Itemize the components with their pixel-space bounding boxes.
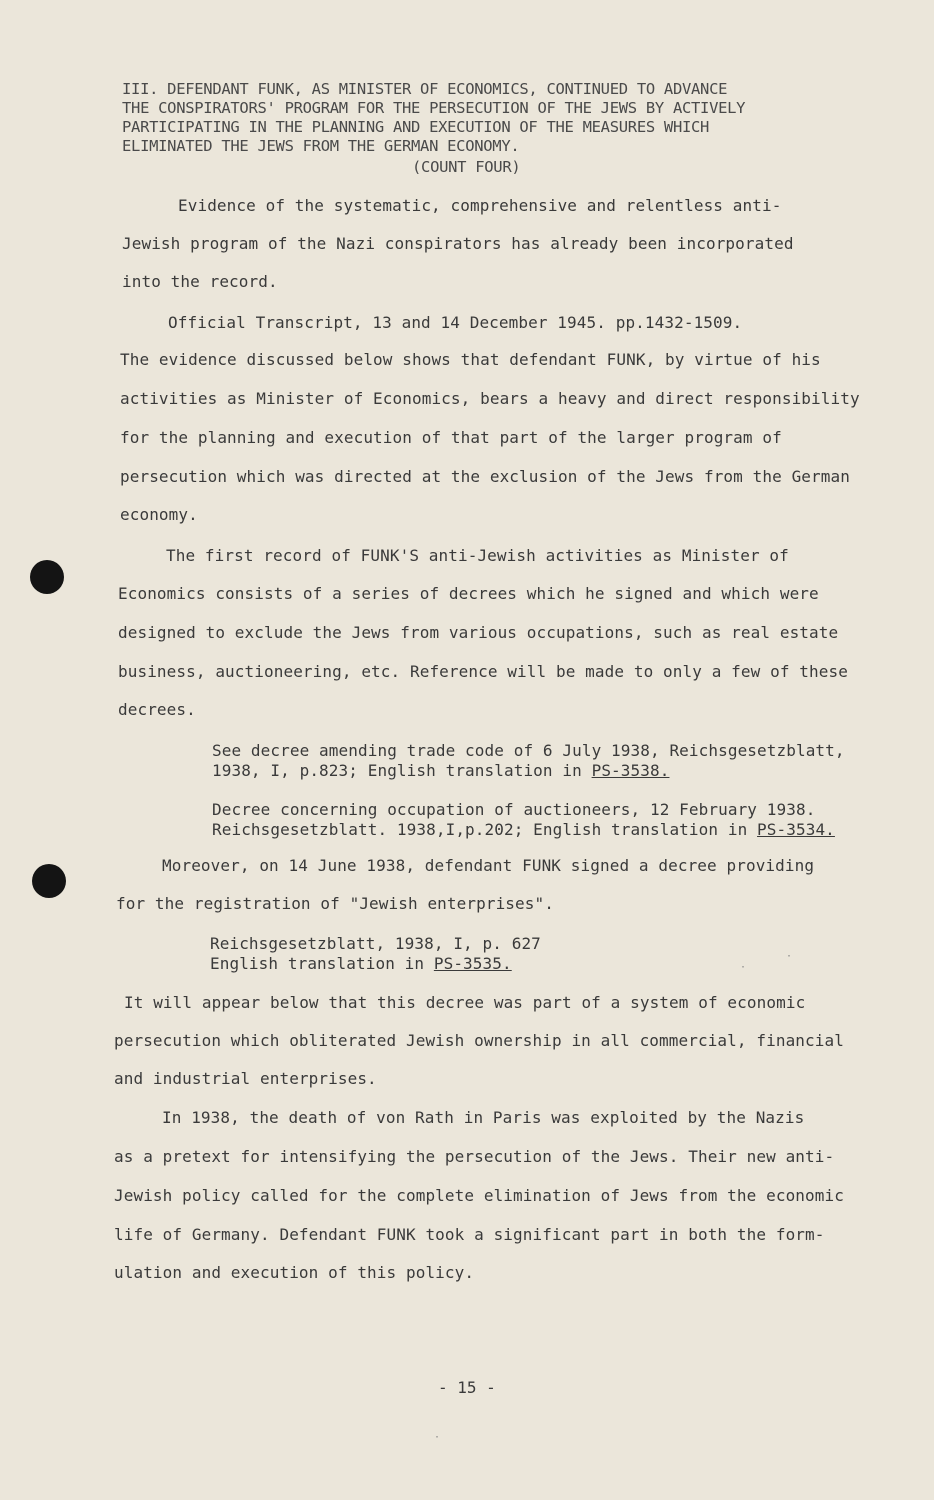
heading-line: THE CONSPIRATORS' PROGRAM FOR THE PERSECUTION OF THE JEWS BY ACTIVELY (122, 99, 746, 117)
paragraph-line: It will appear below that this decree was part of a system of economic (124, 993, 806, 1012)
punch-hole (30, 560, 64, 594)
paragraph-line: persecution which was directed at the exclusion of the Jews from the German (120, 467, 850, 486)
paragraph-line: persecution which obliterated Jewish ownership in all commercial, financial (114, 1031, 844, 1050)
citation-text: Reichsgesetzblatt. 1938,I,p.202; English translation in (212, 820, 758, 839)
paragraph-line: economy. (120, 505, 198, 524)
citation-line: Reichsgesetzblatt, 1938, I, p. 627 (210, 934, 541, 953)
citation (212, 800, 835, 840)
paragraph-line: and industrial enterprises. (114, 1069, 377, 1088)
page-number: - 15 - (438, 1378, 496, 1397)
speck: · (740, 962, 747, 973)
paragraph-line: Jewish program of the Nazi conspirators has already been incorporated (122, 234, 794, 253)
heading-line: PARTICIPATING IN THE PLANNING AND EXECUTION OF THE MEASURES WHICH (122, 118, 710, 136)
paragraph-line: business, auctioneering, etc. Reference will be made to only a few of these (118, 662, 848, 681)
paragraph-line: Evidence of the systematic, comprehensive and relentless anti- (178, 196, 782, 215)
paragraph-line: decrees. (118, 700, 196, 719)
citation-line: See decree amending trade code of 6 July 1938, Reichsgesetzblatt, (212, 741, 845, 760)
paragraph-line: life of Germany. Defendant FUNK took a significant part in both the form- (114, 1225, 825, 1244)
speck: · (434, 1432, 441, 1443)
citation-line: Decree concerning occupation of auctioneers, 12 February 1938. (212, 800, 816, 819)
paragraph-line: as a pretext for intensifying the persecution of the Jews. Their new anti- (114, 1147, 835, 1166)
section-heading (122, 80, 822, 156)
document-reference: PS-3534. (757, 820, 835, 839)
paragraph-line: for the planning and execution of that part of the larger program of (120, 428, 782, 447)
paragraph-line: In 1938, the death of von Rath in Paris was exploited by the Nazis (162, 1108, 805, 1127)
citation (210, 934, 541, 974)
paragraph-line: designed to exclude the Jews from various occupations, such as real estate (118, 623, 839, 642)
paragraph-line: The evidence discussed below shows that defendant FUNK, by virtue of his (120, 350, 821, 369)
citation-line (212, 761, 845, 781)
count-label: (COUNT FOUR) (412, 158, 521, 176)
citation (212, 741, 845, 781)
citation-text: English translation in (210, 954, 434, 973)
paragraph-line: activities as Minister of Economics, bears a heavy and direct responsibility (120, 389, 860, 408)
paragraph-line: Jewish policy called for the complete elimination of Jews from the economic (114, 1186, 844, 1205)
paragraph-line: Official Transcript, 13 and 14 December 1945. pp.1432-1509. (168, 313, 743, 332)
heading-line: III. DEFENDANT FUNK, AS MINISTER OF ECONOMICS, CONTINUED TO ADVANCE (122, 80, 728, 98)
speck: · (786, 951, 793, 962)
paragraph-line: into the record. (122, 272, 278, 291)
document-reference: PS-3538. (591, 761, 670, 780)
paragraph-line: Moreover, on 14 June 1938, defendant FUNK signed a decree providing (162, 856, 815, 875)
paragraph-line: ulation and execution of this policy. (114, 1263, 475, 1282)
paragraph-line: The first record of FUNK'S anti-Jewish activities as Minister of (166, 546, 789, 565)
heading-line: ELIMINATED THE JEWS FROM THE GERMAN ECONOMY. (122, 137, 520, 155)
document-reference: PS-3535. (433, 954, 512, 973)
paragraph-line: for the registration of "Jewish enterprises". (116, 894, 554, 913)
paragraph-line: Economics consists of a series of decrees which he signed and which were (118, 584, 819, 603)
citation-line (212, 820, 835, 840)
citation-line (210, 954, 541, 974)
punch-hole (32, 864, 66, 898)
citation-text: 1938, I, p.823; English translation in (212, 761, 592, 780)
